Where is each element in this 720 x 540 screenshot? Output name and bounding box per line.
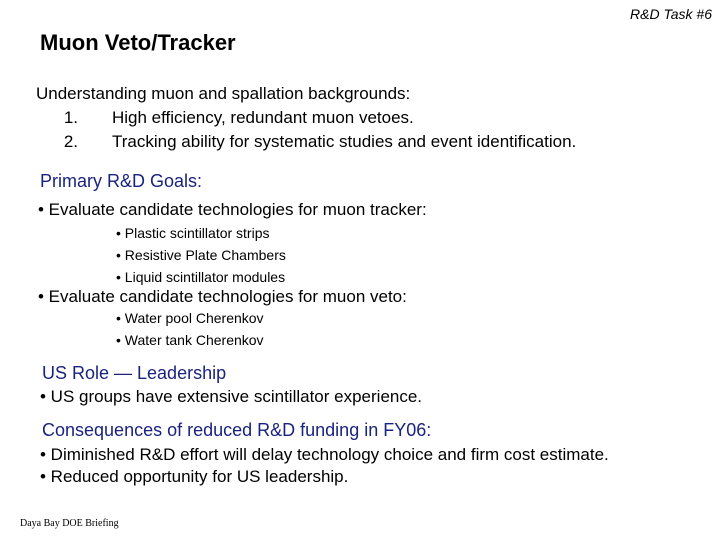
- veto-subitem: • Water pool Cherenkov: [116, 310, 264, 326]
- tracker-subitem: • Plastic scintillator strips: [116, 225, 270, 241]
- tracker-subitem: • Liquid scintillator modules: [116, 269, 286, 285]
- intro-item-text: High efficiency, redundant muon vetoes.: [112, 108, 414, 127]
- intro-section: [36, 82, 576, 154]
- footer: Daya Bay DOE Briefing: [20, 518, 119, 529]
- consequences-heading: Consequences of reduced R&D funding in FY06:: [42, 420, 432, 440]
- goals-heading: Primary R&D Goals:: [40, 171, 203, 191]
- us-role-heading: US Role — Leadership: [42, 363, 227, 383]
- intro-lead: Understanding muon and spallation backgrounds:: [36, 84, 411, 103]
- intro-item: [36, 106, 576, 130]
- intro-item-text: Tracking ability for systematic studies and event identification.: [112, 132, 577, 151]
- task-label: R&D Task #6: [630, 6, 712, 22]
- veto-subitem: • Water tank Cherenkov: [116, 332, 264, 348]
- veto-subitems: [116, 307, 264, 351]
- consequence-item: • Diminished R&D effort will delay technology choice and firm cost estimate.: [40, 445, 609, 464]
- slide-title: Muon Veto/Tracker: [40, 30, 236, 55]
- veto-bullet: • Evaluate candidate technologies for muon veto:: [38, 287, 407, 306]
- tracker-subitem: • Resistive Plate Chambers: [116, 247, 286, 263]
- intro-item: [36, 130, 576, 154]
- consequence-item: • Reduced opportunity for US leadership.: [40, 467, 349, 486]
- tracker-subitems: [116, 222, 286, 288]
- tracker-bullet: • Evaluate candidate technologies for muon tracker:: [38, 200, 427, 219]
- intro-item-number: 1.: [63, 108, 78, 127]
- consequences-list: [40, 444, 609, 488]
- intro-item-number: 2.: [63, 132, 78, 151]
- us-role-bullet: • US groups have extensive scintillator experience.: [40, 387, 423, 406]
